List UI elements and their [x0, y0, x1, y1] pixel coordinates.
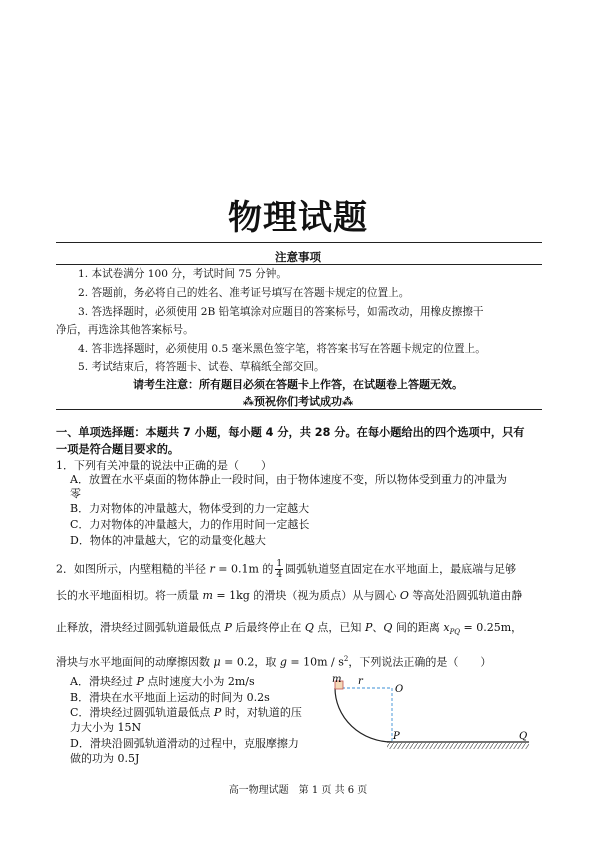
q2-line-3 [56, 621, 522, 639]
q2-line-1 [56, 559, 516, 580]
quarter-fraction [275, 559, 283, 580]
fraction-denominator: 4 [276, 570, 283, 580]
q2-opt-text: 点时速度大小为 2m/s [143, 675, 255, 688]
q2-option-d: D．滑块沿圆弧轨道滑动的过程中，克服摩擦力 [70, 737, 299, 750]
q2-option-d-cont: 做的功为 0.5J [70, 752, 140, 765]
q2-option-c [70, 706, 302, 720]
ground-hatching [387, 743, 529, 749]
page-footer: 高一物理试题 第 1 页 共 6 页 [228, 785, 368, 796]
title-divider [56, 242, 542, 243]
q2-text: 止释放，滑块经过圆弧轨道最低点 [56, 621, 225, 634]
q1-option-d: D．物体的冲量越大，它的动量变化越大 [70, 534, 266, 547]
q2-text: 2．如图所示，内壁粗糙的半径 [56, 562, 210, 576]
q2-var-p: P [136, 675, 144, 688]
label-m: m [332, 674, 342, 685]
q1-option-c: C．力对物体的冲量越大，力的作用时间一定越长 [70, 518, 310, 531]
q2-text: ，下列说法正确的是（ ） [348, 655, 492, 669]
exam-title: 物理试题 [228, 198, 368, 238]
q2-text: 圆弧轨道竖直固定在水平地面上，最底端与足够 [285, 562, 517, 576]
q2-opt-text: 时，对轨道的压 [221, 706, 302, 719]
q2-line-2 [56, 589, 522, 603]
q2-text: 滑块与水平地面间的动摩擦因数 [56, 655, 214, 669]
notice-item-5: 5. 考试结束后，将答题卡、试卷、草稿纸全部交回。 [78, 361, 325, 373]
q2-option-c-cont: 力大小为 15N [70, 721, 142, 734]
q2-var-q: Q [304, 621, 314, 634]
q2-var-x: x [443, 621, 450, 634]
notice-item-3-cont: 净后，再选涂其他答案标号。 [56, 324, 194, 336]
q2-text: 后最终停止在 [231, 621, 305, 634]
track-diagram [325, 672, 535, 754]
label-p: P [393, 731, 400, 742]
q2-var-r: r [209, 562, 215, 576]
q2-opt-text: A．滑块经过 [70, 675, 137, 688]
q1-option-b: B．力对物体的冲量越大，物体受到的力一定越大 [70, 502, 310, 515]
notice-heading: 注意事项 [275, 250, 321, 264]
q2-var-q: Q [383, 621, 393, 634]
notice-item-4: 4. 答非选择题时，必须使用 0.5 毫米黑色签字笔，将答案书写在答题卡规定的位置上。 [78, 343, 486, 355]
answer-warning: 请考生注意：所有题目必须在答题卡上作答，在试题卷上答题无效。 [133, 378, 463, 391]
q2-var-p: P [224, 621, 232, 634]
section-divider [56, 409, 542, 410]
q2-text: 长的水平地面相切。将一质量 [56, 589, 203, 602]
q1-stem: 1．下列有关冲量的说法中正确的是（ ） [56, 459, 272, 472]
q2-var-mu: μ [213, 655, 221, 669]
q2-var-m: m [202, 589, 213, 602]
q2-text: = 10m / s [286, 655, 344, 669]
q2-sub-pq: PQ [449, 628, 461, 637]
q2-sup-2: 2 [343, 655, 349, 663]
q2-opt-text: C．滑块经过圆弧轨道最低点 [70, 706, 214, 719]
q2-text: = 0.1m 的 [214, 562, 274, 576]
q2-option-b: B．滑块在水平地面上运动的时间为 0.2s [70, 691, 270, 704]
q2-var-o: O [399, 589, 409, 602]
q2-text: = 0.2，取 [220, 655, 280, 669]
q2-text: 等高处沿圆弧轨道由静 [408, 589, 523, 602]
label-o: O [395, 684, 404, 695]
notice-item-2: 2. 答题前，务必将自己的姓名、准考证号填写在答题卡规定的位置上。 [78, 287, 410, 299]
label-r: r [358, 676, 363, 687]
q2-text: = 1kg 的滑块（视为质点）从与圆心 [212, 589, 400, 602]
q2-var-p: P [364, 621, 373, 634]
section1-heading-line2: 一项是符合题目要求的。 [56, 443, 180, 456]
section1-heading-line1: 一、单项选择题：本题共 7 小题，每小题 4 分，共 28 分。在每小题给出的四个选项中，只有 [56, 426, 525, 439]
q2-text: = 0.25m， [460, 621, 523, 634]
q2-var-p: P [213, 706, 222, 719]
notice-item-1: 1. 本试卷满分 100 分，考试时间 75 分钟。 [78, 268, 287, 280]
q2-text: 、 [372, 621, 384, 634]
q2-option-a [70, 675, 255, 689]
q2-text: 间的距离 [392, 621, 444, 634]
q1-option-a-cont: 零 [70, 487, 81, 500]
q2-var-g: g [279, 655, 287, 669]
notice-divider [56, 264, 542, 265]
fraction-numerator: 1 [276, 559, 283, 569]
q2-line-4 [56, 652, 491, 670]
arc-track [335, 688, 392, 742]
good-luck-line: ⁂预祝你们考试成功⁂ [242, 395, 354, 408]
notice-item-3: 3. 答选择题时，必须使用 2B 铅笔填涂对应题目的答案标号，如需改动，用橡皮擦擦干 [78, 306, 484, 318]
q1-option-a: A．放置在水平桌面的物体静止一段时间，由于物体速度不变，所以物体受到重力的冲量为 [70, 473, 507, 486]
q2-text: 点，已知 [313, 621, 365, 634]
label-q: Q [519, 731, 528, 742]
